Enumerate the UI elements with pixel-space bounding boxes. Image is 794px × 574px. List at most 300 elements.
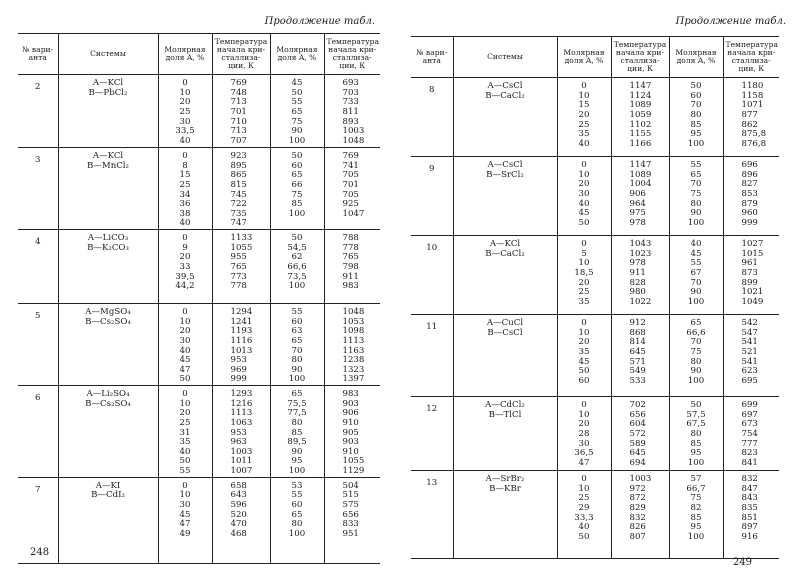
temperature-value: 975 <box>629 208 646 219</box>
header-temperature: Температура начала кри- сталлиза- ции, К <box>723 37 779 78</box>
mole-fraction-value: 36 <box>179 199 191 210</box>
temperature-value: 835 <box>741 502 758 513</box>
mole-fraction-value: 75 <box>690 188 702 199</box>
mole-fraction-value: 62 <box>291 252 303 263</box>
temperature-value: 829 <box>629 502 646 513</box>
mole-fraction-value: 65 <box>291 389 303 399</box>
component-b: B—CaCl₂ <box>485 90 525 101</box>
mole-fraction-value: 25 <box>179 106 191 117</box>
temperature-value: 1059 <box>629 109 652 120</box>
temperature-value: 645 <box>629 346 646 357</box>
mole-fraction-value: 100 <box>288 466 306 476</box>
mole-fraction-value: 0 <box>581 81 587 91</box>
temperature-value: 1063 <box>230 417 253 428</box>
temperature-value: 541 <box>741 337 758 348</box>
mole-fraction-cell <box>557 78 611 157</box>
temperature-value: 470 <box>230 519 247 530</box>
mole-fraction-value: 75 <box>690 346 702 357</box>
mole-fraction-value: 55 <box>291 307 303 317</box>
header-temperature: Температура начала кри- сталлиза- ции, К <box>212 34 270 75</box>
mole-fraction-cell <box>669 471 723 559</box>
temperature-value: 955 <box>230 252 247 263</box>
mole-fraction-value: 75 <box>690 493 702 504</box>
temperature-value: 877 <box>741 109 758 120</box>
temperature-cell <box>723 397 779 471</box>
mole-fraction-value: 50 <box>291 233 303 243</box>
temperature-value: 604 <box>629 419 646 430</box>
component-a: A—Li₂SO₄ <box>86 389 130 399</box>
temperature-value: 697 <box>741 409 758 420</box>
temperature-value: 827 <box>741 179 758 190</box>
mole-fraction-value: 95 <box>291 456 303 467</box>
temperature-value: 748 <box>230 87 247 98</box>
temperature-value: 1022 <box>629 296 652 307</box>
component-a: A—CdCl₂ <box>485 400 525 410</box>
temperature-value: 673 <box>741 419 758 430</box>
variant-number: 6 <box>18 386 58 478</box>
mole-fraction-value: 30 <box>179 116 191 127</box>
mole-fraction-cell <box>270 148 324 230</box>
mole-fraction-value: 75 <box>291 116 303 127</box>
temperature-value: 788 <box>342 233 359 243</box>
temperature-cell <box>324 75 380 148</box>
mole-fraction-value: 67 <box>690 267 702 278</box>
temperature-value: 1166 <box>629 138 652 149</box>
temperature-value: 833 <box>342 519 359 530</box>
temperature-value: 1007 <box>230 466 253 476</box>
mole-fraction-value: 38 <box>179 208 191 219</box>
temperature-cell <box>611 315 669 397</box>
mole-fraction-value: 85 <box>690 438 702 449</box>
temperature-value: 693 <box>342 78 359 88</box>
mole-fraction-value: 100 <box>288 528 306 539</box>
mole-fraction-value: 100 <box>687 375 705 386</box>
temperature-value: 911 <box>342 271 359 282</box>
temperature-value: 699 <box>741 400 758 410</box>
temperature-value: 1003 <box>230 446 253 457</box>
component-b: B—K₂CO₃ <box>87 242 129 253</box>
mole-fraction-value: 9 <box>182 242 188 253</box>
mole-fraction-value: 49 <box>179 528 191 539</box>
mole-fraction-value: 0 <box>182 151 188 161</box>
mole-fraction-value: 70 <box>291 345 303 356</box>
temperature-value: 953 <box>230 427 247 438</box>
variant-number: 4 <box>18 230 58 304</box>
temperature-value: 1293 <box>230 389 253 399</box>
mole-fraction-cell <box>270 304 324 386</box>
mole-fraction-value: 15 <box>179 170 191 181</box>
mole-fraction-value: 50 <box>179 456 191 467</box>
temperature-value: 713 <box>230 126 247 137</box>
mole-fraction-value: 55 <box>179 466 191 476</box>
temperature-value: 1241 <box>230 316 253 327</box>
mole-fraction-value: 35 <box>578 346 590 357</box>
temperature-value: 710 <box>230 116 247 127</box>
temperature-value: 980 <box>629 287 646 298</box>
temperature-cell <box>723 78 779 157</box>
temperature-value: 999 <box>741 217 758 228</box>
temperature-value: 1049 <box>741 296 764 307</box>
mole-fraction-value: 45 <box>291 78 303 88</box>
mole-fraction-value: 80 <box>690 198 702 209</box>
component-a: A—SrBr₂ <box>485 474 525 484</box>
temperature-value: 832 <box>741 474 758 484</box>
variant-number: 9 <box>411 157 453 236</box>
mole-fraction-value: 80 <box>291 355 303 366</box>
mole-fraction-value: 45 <box>179 355 191 366</box>
mole-fraction-value: 10 <box>578 483 590 494</box>
mole-fraction-value: 57 <box>690 474 702 484</box>
temperature-value: 832 <box>629 512 646 523</box>
mole-fraction-value: 25 <box>578 493 590 504</box>
component-a: A—MgSO₄ <box>85 307 131 317</box>
temperature-value: 811 <box>342 106 359 117</box>
temperature-cell <box>324 230 380 304</box>
component-b: B—CaCl₂ <box>485 248 525 259</box>
mole-fraction-value: 63 <box>291 326 303 337</box>
data-table-left <box>18 33 380 564</box>
header-variant: № вари- анта <box>18 34 58 75</box>
mole-fraction-value: 25 <box>578 287 590 298</box>
temperature-value: 1027 <box>741 239 764 249</box>
temperature-value: 1113 <box>342 335 365 346</box>
header-mole-fraction: Молярная доля A, % <box>158 34 212 75</box>
temperature-value: 696 <box>741 160 758 170</box>
mole-fraction-value: 80 <box>690 356 702 367</box>
mole-fraction-value: 10 <box>578 409 590 420</box>
mole-fraction-value: 47 <box>179 519 191 530</box>
system-cell <box>58 386 158 478</box>
mole-fraction-value: 50 <box>690 81 702 91</box>
temperature-value: 778 <box>230 281 247 292</box>
temperature-value: 1021 <box>741 287 764 298</box>
temperature-value: 1147 <box>629 81 652 91</box>
temperature-value: 1180 <box>741 81 764 91</box>
temperature-value: 747 <box>230 218 247 229</box>
temperature-value: 504 <box>342 480 359 491</box>
temperature-value: 1216 <box>230 398 253 409</box>
temperature-value: 903 <box>342 398 359 409</box>
system-cell <box>58 477 158 563</box>
mole-fraction-value: 20 <box>578 277 590 288</box>
system-cell <box>453 315 557 397</box>
temperature-value: 777 <box>741 438 758 449</box>
mole-fraction-cell <box>557 471 611 559</box>
temperature-value: 1047 <box>342 208 365 219</box>
temperature-value: 769 <box>342 151 359 161</box>
system-cell <box>58 75 158 148</box>
header-variant: № вари- анта <box>411 37 453 78</box>
component-a: A—KCl <box>489 239 521 249</box>
mole-fraction-value: 80 <box>291 519 303 530</box>
temperature-value: 515 <box>342 490 359 501</box>
mole-fraction-value: 65 <box>690 169 702 180</box>
temperature-value: 963 <box>230 437 247 448</box>
header-mole-fraction: Молярная доля A, % <box>669 37 723 78</box>
mole-fraction-value: 50 <box>690 400 702 410</box>
temperature-value: 549 <box>629 366 646 377</box>
mole-fraction-value: 40 <box>179 218 191 229</box>
temperature-value: 872 <box>629 493 646 504</box>
component-b: B—MnCl₂ <box>86 160 129 171</box>
mole-fraction-value: 10 <box>578 169 590 180</box>
mole-fraction-value: 90 <box>690 208 702 219</box>
mole-fraction-value: 70 <box>690 337 702 348</box>
mole-fraction-value: 44,2 <box>175 281 195 292</box>
mole-fraction-value: 8 <box>182 160 188 171</box>
mole-fraction-cell <box>158 230 212 304</box>
temperature-value: 765 <box>342 252 359 263</box>
mole-fraction-value: 55 <box>690 258 702 269</box>
mole-fraction-value: 0 <box>182 480 188 491</box>
temperature-value: 541 <box>741 356 758 367</box>
mole-fraction-value: 50 <box>578 366 590 377</box>
component-a: A—LiCO₃ <box>87 233 129 243</box>
component-b: B—KBr <box>489 483 521 494</box>
mole-fraction-value: 10 <box>578 327 590 338</box>
mole-fraction-value: 0 <box>182 78 188 88</box>
mole-fraction-value: 30 <box>179 335 191 346</box>
temperature-cell <box>611 236 669 315</box>
mole-fraction-value: 33,5 <box>175 126 195 137</box>
temperature-cell <box>324 148 380 230</box>
temperature-value: 865 <box>230 170 247 181</box>
mole-fraction-value: 95 <box>690 129 702 140</box>
temperature-value: 841 <box>741 457 758 468</box>
temperature-value: 1238 <box>342 355 365 366</box>
mole-fraction-value: 95 <box>690 448 702 459</box>
temperature-value: 733 <box>342 97 359 108</box>
mole-fraction-value: 60 <box>291 160 303 171</box>
temperature-value: 741 <box>342 160 359 171</box>
temperature-value: 1129 <box>342 466 365 476</box>
temperature-value: 897 <box>741 522 758 533</box>
temperature-value: 1011 <box>230 456 253 467</box>
continued-caption: Продолжение табл. <box>675 16 786 27</box>
temperature-value: 1102 <box>629 119 652 130</box>
temperature-value: 972 <box>629 483 646 494</box>
table-row <box>18 477 380 563</box>
temperature-value: 705 <box>342 170 359 181</box>
temperature-value: 923 <box>230 151 247 161</box>
mole-fraction-value: 90 <box>291 446 303 457</box>
component-b: B—Cs₂SO₄ <box>85 398 131 409</box>
temperature-value: 1071 <box>741 100 764 111</box>
mole-fraction-value: 35 <box>578 296 590 307</box>
temperature-value: 702 <box>629 400 646 410</box>
mole-fraction-value: 67,5 <box>686 419 706 430</box>
header-mole-fraction: Молярная доля A, % <box>557 37 611 78</box>
variant-number: 13 <box>411 471 453 559</box>
system-cell <box>58 148 158 230</box>
mole-fraction-value: 29 <box>578 502 590 513</box>
mole-fraction-value: 10 <box>179 398 191 409</box>
temperature-value: 645 <box>629 448 646 459</box>
data-table-right <box>411 36 779 559</box>
mole-fraction-value: 40 <box>578 138 590 149</box>
temperature-value: 999 <box>230 374 247 385</box>
table-row <box>411 157 779 236</box>
table-row <box>411 236 779 315</box>
temperature-value: 1158 <box>741 90 764 101</box>
temperature-cell <box>212 148 270 230</box>
mole-fraction-value: 100 <box>288 374 306 385</box>
mole-fraction-value: 10 <box>578 90 590 101</box>
temperature-cell <box>324 477 380 563</box>
mole-fraction-value: 40 <box>578 522 590 533</box>
temperature-value: 828 <box>629 277 646 288</box>
temperature-value: 1055 <box>230 242 253 253</box>
temperature-value: 1043 <box>629 239 652 249</box>
mole-fraction-cell <box>669 397 723 471</box>
temperature-value: 695 <box>741 375 758 386</box>
temperature-value: 778 <box>342 242 359 253</box>
temperature-value: 703 <box>342 87 359 98</box>
temperature-value: 1294 <box>230 307 253 317</box>
mole-fraction-value: 20 <box>578 109 590 120</box>
temperature-value: 879 <box>741 198 758 209</box>
temperature-value: 916 <box>741 531 758 542</box>
mole-fraction-value: 20 <box>578 419 590 430</box>
mole-fraction-value: 66,6 <box>686 327 706 338</box>
mole-fraction-cell <box>557 236 611 315</box>
mole-fraction-cell <box>557 157 611 236</box>
mole-fraction-value: 45 <box>690 248 702 259</box>
mole-fraction-value: 80 <box>690 428 702 439</box>
mole-fraction-value: 34 <box>179 189 191 200</box>
temperature-value: 1003 <box>629 474 652 484</box>
temperature-value: 953 <box>230 355 247 366</box>
temperature-value: 853 <box>741 188 758 199</box>
mole-fraction-value: 100 <box>687 457 705 468</box>
temperature-value: 1003 <box>342 126 365 137</box>
temperature-value: 876,8 <box>741 138 767 149</box>
mole-fraction-value: 65 <box>291 509 303 520</box>
mole-fraction-value: 0 <box>581 239 587 249</box>
mole-fraction-value: 65 <box>291 170 303 181</box>
temperature-value: 851 <box>741 512 758 523</box>
mole-fraction-value: 40 <box>179 446 191 457</box>
mole-fraction-value: 73,5 <box>287 271 307 282</box>
temperature-value: 1397 <box>342 374 365 385</box>
temperature-value: 798 <box>342 261 359 272</box>
mole-fraction-value: 75 <box>291 189 303 200</box>
temperature-value: 1013 <box>230 345 253 356</box>
temperature-cell <box>723 157 779 236</box>
mole-fraction-cell <box>158 386 212 478</box>
mole-fraction-cell <box>270 230 324 304</box>
mole-fraction-cell <box>270 477 324 563</box>
component-b: B—CdI₂ <box>91 490 125 501</box>
temperature-value: 1193 <box>230 326 253 337</box>
temperature-value: 969 <box>230 364 247 375</box>
mole-fraction-value: 50 <box>578 217 590 228</box>
mole-fraction-value: 82 <box>690 502 702 513</box>
mole-fraction-value: 30 <box>179 499 191 510</box>
mole-fraction-value: 55 <box>291 490 303 501</box>
mole-fraction-value: 31 <box>179 427 191 438</box>
temperature-value: 520 <box>230 509 247 520</box>
temperature-value: 1323 <box>342 364 365 375</box>
temperature-value: 823 <box>741 448 758 459</box>
temperature-value: 906 <box>342 408 359 419</box>
mole-fraction-value: 50 <box>291 151 303 161</box>
mole-fraction-value: 10 <box>179 87 191 98</box>
temperature-value: 903 <box>342 437 359 448</box>
mole-fraction-cell <box>158 304 212 386</box>
system-cell <box>453 397 557 471</box>
temperature-value: 773 <box>230 271 247 282</box>
table-row <box>18 304 380 386</box>
temperature-value: 815 <box>230 179 247 190</box>
temperature-cell <box>212 230 270 304</box>
mole-fraction-value: 20 <box>578 179 590 190</box>
mole-fraction-value: 85 <box>291 199 303 210</box>
mole-fraction-value: 100 <box>288 208 306 219</box>
temperature-value: 905 <box>342 427 359 438</box>
mole-fraction-value: 60 <box>291 316 303 327</box>
mole-fraction-value: 70 <box>690 277 702 288</box>
mole-fraction-value: 30 <box>578 438 590 449</box>
mole-fraction-value: 20 <box>179 326 191 337</box>
mole-fraction-value: 35 <box>179 437 191 448</box>
mole-fraction-value: 40 <box>690 239 702 249</box>
mole-fraction-value: 55 <box>291 97 303 108</box>
temperature-cell <box>212 386 270 478</box>
temperature-cell <box>212 304 270 386</box>
variant-number: 3 <box>18 148 58 230</box>
component-a: A—CsCl <box>487 81 523 91</box>
mole-fraction-cell <box>270 75 324 148</box>
mole-fraction-value: 20 <box>578 337 590 348</box>
temperature-value: 656 <box>629 409 646 420</box>
temperature-cell <box>212 477 270 563</box>
mole-fraction-value: 45 <box>578 208 590 219</box>
mole-fraction-value: 40 <box>179 345 191 356</box>
temperature-value: 1048 <box>342 307 365 317</box>
temperature-value: 961 <box>741 258 758 269</box>
mole-fraction-value: 89,5 <box>287 437 307 448</box>
temperature-value: 951 <box>342 528 359 539</box>
component-a: A—KCl <box>92 78 124 88</box>
temperature-value: 623 <box>741 366 758 377</box>
mole-fraction-value: 0 <box>581 474 587 484</box>
table-row <box>18 148 380 230</box>
table-row <box>18 386 380 478</box>
temperature-value: 596 <box>230 499 247 510</box>
mole-fraction-value: 36,5 <box>574 448 594 459</box>
mole-fraction-cell <box>158 477 212 563</box>
mole-fraction-cell <box>669 236 723 315</box>
variant-number: 12 <box>411 397 453 471</box>
mole-fraction-cell <box>669 78 723 157</box>
temperature-value: 735 <box>230 208 247 219</box>
mole-fraction-value: 85 <box>291 427 303 438</box>
temperature-value: 765 <box>230 261 247 272</box>
mole-fraction-value: 100 <box>687 217 705 228</box>
system-cell <box>453 157 557 236</box>
temperature-value: 912 <box>629 318 646 328</box>
mole-fraction-value: 50 <box>179 374 191 385</box>
mole-fraction-value: 70 <box>690 100 702 111</box>
mole-fraction-value: 100 <box>687 138 705 149</box>
mole-fraction-value: 60 <box>690 90 702 101</box>
temperature-value: 1155 <box>629 129 652 140</box>
continued-caption: Продолжение табл. <box>264 16 375 27</box>
temperature-value: 893 <box>342 116 359 127</box>
mole-fraction-value: 25 <box>179 179 191 190</box>
temperature-value: 589 <box>629 438 646 449</box>
